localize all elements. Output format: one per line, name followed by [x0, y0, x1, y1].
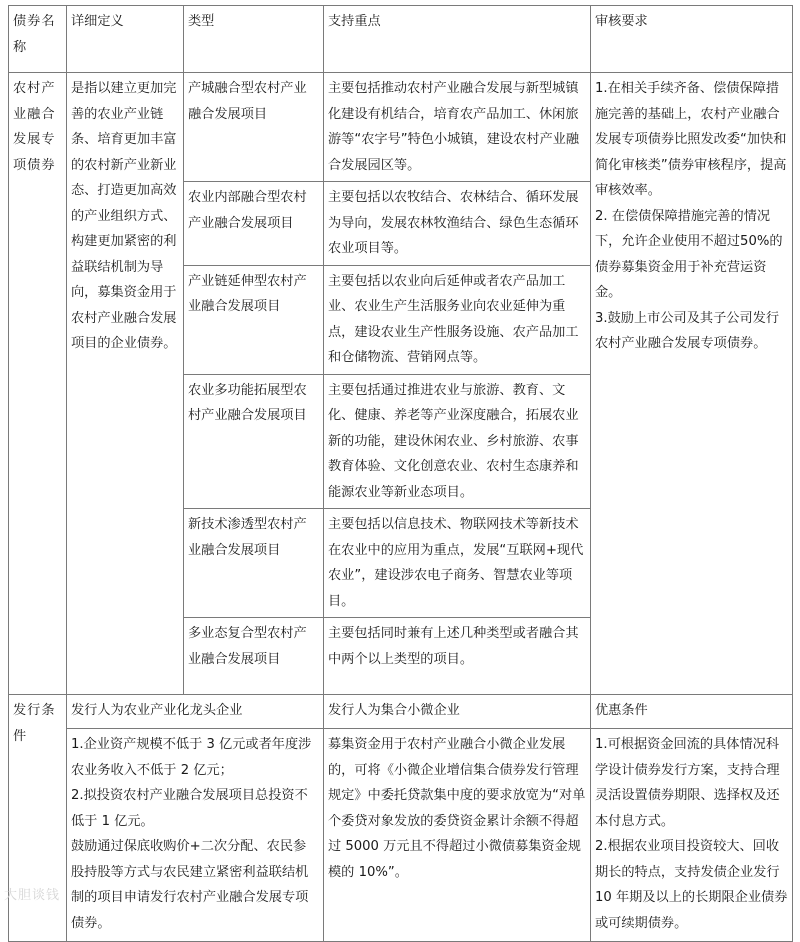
issuer-col2-header: 发行人为集合小微企业 [324, 695, 591, 729]
issuer-col3 [591, 729, 793, 942]
type-cell: 产业链延伸型农村产业融合发展项目 [184, 265, 324, 374]
issuer-header-row [9, 695, 793, 729]
issuer-item: 2.拟投资农村产业融合发展项目总投资不低于 1 亿元。 [71, 788, 308, 829]
header-type: 类型 [184, 6, 324, 73]
header-definition: 详细定义 [67, 6, 184, 73]
issuer-item: 鼓励通过保底收购价+二次分配、农民参股持股等方式与农民建立紧密利益联结机制的项目申请发行农村产业融合发展专项债券。 [71, 839, 309, 931]
type-cell: 农业多功能拓展型农村产业融合发展项目 [184, 374, 324, 509]
type-cell: 产城融合型农村产业融合发展项目 [184, 73, 324, 182]
review-item: 3.鼓励上市公司及其子公司发行农村产业融合发展专项债券。 [595, 310, 780, 351]
review-item: 1.在相关手续齐备、偿债保障措施完善的基础上，农村产业融合发展专项债券比照发改委“加快和简化审核类”债券审核程序，提高审核效率。 [595, 81, 787, 198]
rural-bond-definition: 是指以建立更加完善的农业产业链条、培育更加丰富的农村新产业新业态、打造更加高效的产业组织方式、构建更加紧密的利益联结机制为导向，募集资金用于农村产业融合发展项目的企业债券。 [67, 73, 184, 695]
focus-cell: 主要包括推动农村产业融合发展与新型城镇化建设有机结合，培育农产品加工、休闲旅游等“农字号”特色小城镇，建设农村产业融合发展园区等。 [324, 73, 591, 182]
issuer-item: 1.可根据资金回流的具体情况科学设计债券发行方案，支持合理灵活设置债券期限、选择权及还本付息方式。 [595, 737, 780, 829]
focus-cell: 主要包括同时兼有上述几种类型或者融合其中两个以上类型的项目。 [324, 618, 591, 695]
header-row [9, 6, 793, 73]
issuer-col1 [67, 729, 324, 942]
review-item: 2. 在偿债保障措施完善的情况下，允许企业使用不超过50%的债券募集资金用于补充营运资金。 [595, 208, 783, 300]
issuer-col2: 募集资金用于农村产业融合小微企业发展的，可将《小微企业增信集合债券发行管理规定》中委托贷款集中度的要求放宽为“对单个委贷对象发放的委贷资金累计余额不得超过 5000 万元且不得超过小微债募集资金规模的 10%”。 [324, 729, 591, 942]
watermark: 大胆谈钱 [4, 888, 61, 903]
issuer-col3-header: 优惠条件 [591, 695, 793, 729]
focus-cell: 主要包括通过推进农业与旅游、教育、文化、健康、养老等产业深度融合，拓展农业新的功能，建设休闲农业、乡村旅游、农事教育体验、文化创意农业、农村生态康养和能源农业等新业态项目。 [324, 374, 591, 509]
header-focus: 支持重点 [324, 6, 591, 73]
focus-cell: 主要包括以农业向后延伸或者农产品加工业、农业生产生活服务业向农业延伸为重点，建设农业生产性服务设施、农产品加工和仓储物流、营销网点等。 [324, 265, 591, 374]
issuer-name: 发行条件 [9, 695, 67, 942]
table-row [9, 73, 793, 182]
rural-bond-name: 农村产业融合发展专项债券 [9, 73, 67, 695]
issuer-body-row [9, 729, 793, 942]
rural-bond-review [591, 73, 793, 695]
header-review: 审核要求 [591, 6, 793, 73]
issuer-item: 1.企业资产规模不低于 3 亿元或者年度涉农业务收入不低于 2 亿元； [71, 737, 312, 778]
type-cell: 多业态复合型农村产业融合发展项目 [184, 618, 324, 695]
focus-cell: 主要包括以农牧结合、农林结合、循环发展为导向，发展农林牧渔结合、绿色生态循环农业项目等。 [324, 182, 591, 266]
type-cell: 农业内部融合型农村产业融合发展项目 [184, 182, 324, 266]
issuer-col1-header: 发行人为农业产业化龙头企业 [67, 695, 324, 729]
focus-cell: 主要包括以信息技术、物联网技术等新技术在农业中的应用为重点，发展“互联网+现代农业”，建设涉农电子商务、智慧农业等项目。 [324, 509, 591, 618]
header-name: 债券名称 [9, 6, 67, 73]
issuer-item: 2.根据农业项目投资较大、回收期长的特点，支持发债企业发行 10 年期及以上的长期限企业债券或可续期债券。 [595, 839, 788, 931]
bond-table [8, 5, 793, 942]
type-cell: 新技术渗透型农村产业融合发展项目 [184, 509, 324, 618]
